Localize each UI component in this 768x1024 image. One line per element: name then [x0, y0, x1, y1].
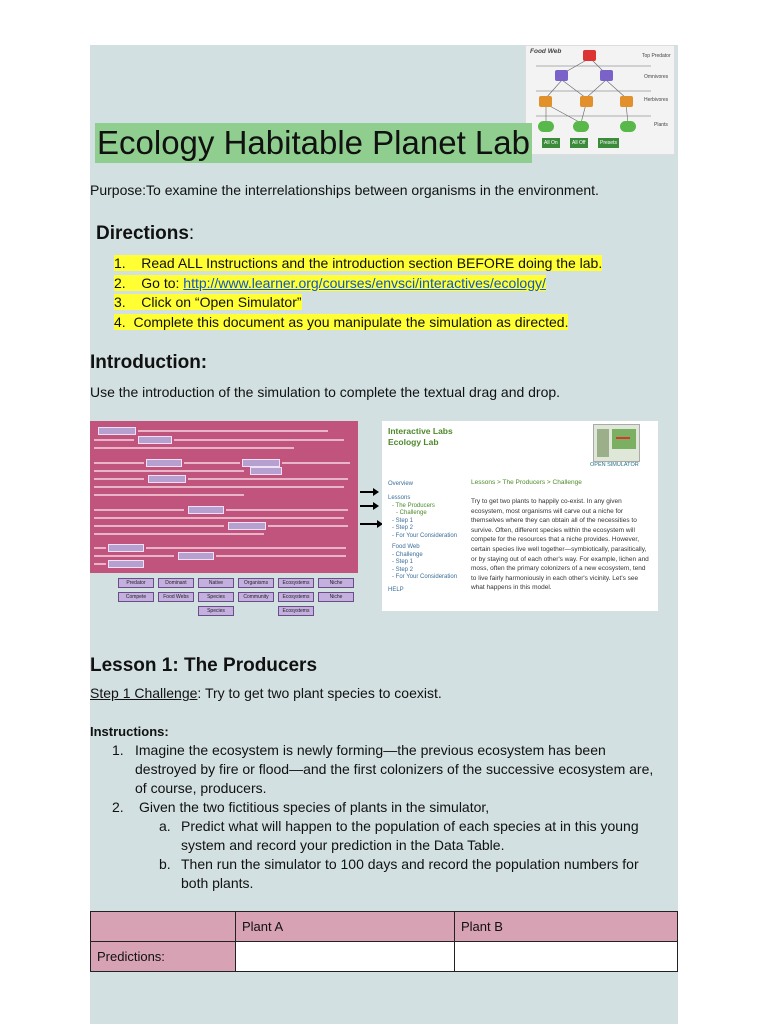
nav-item[interactable]: - For Your Consideration	[392, 574, 458, 580]
plant-node[interactable]	[573, 121, 589, 132]
nav-item[interactable]: Food Web	[392, 544, 420, 550]
page-title: Ecology Habitable Planet Lab	[97, 124, 530, 161]
direction-item: 1. Read ALL Instructions and the introduction section BEFORE doing the lab.	[114, 255, 603, 271]
table-header-plant-b: Plant B	[455, 912, 678, 942]
drag-drop-image	[90, 421, 358, 573]
word-chip[interactable]: Ecosystems	[278, 606, 314, 616]
word-chip[interactable]: Ecosystems	[278, 592, 314, 602]
drop-blank[interactable]	[188, 506, 224, 514]
open-simulator-link[interactable]: OPEN SIMULATOR	[590, 462, 639, 468]
document-page	[90, 45, 678, 1024]
word-chip[interactable]: Community	[238, 592, 274, 602]
level-label: Herbivores	[644, 97, 669, 103]
instruction-subitem: b. Then run the simulator to 100 days and record the population numbers for both plants.	[159, 856, 639, 891]
text-line	[94, 547, 106, 549]
nav-item[interactable]: - Challenge	[396, 510, 427, 516]
table-cell	[91, 912, 236, 942]
ecology-link[interactable]: http://www.learner.org/courses/envsci/interactives/ecology/	[183, 274, 546, 291]
herbivore-node[interactable]	[580, 96, 593, 107]
predictions-label: Predictions:	[91, 942, 236, 972]
text-line	[146, 547, 346, 549]
text-line	[94, 517, 344, 519]
word-chip[interactable]: Predator	[118, 578, 154, 588]
word-chip[interactable]: Species	[198, 606, 234, 616]
purpose-text: Purpose:To examine the interrelationships between organisms in the environment.	[90, 182, 599, 198]
text-line	[94, 555, 174, 557]
lab-body-text: Try to get two plants to happily co-exist. In any given ecosystem, most organisms will carve out a niche for themselves where they can obtain all of the necessities to survive. Often, different species within the ecosystem will compete for the resources that a niche provides. However, certain species live well together—symbiotically, parasitically, or by staying out of each other's way. For example, lichen and moss, often the primary colonizers of a new ecosystem, tend to live fairly harmoniously in each other's vicinity. Let's see what happens in this model.	[471, 498, 649, 592]
introduction-heading: Introduction:	[90, 352, 208, 373]
food-web-thumbnail	[525, 45, 675, 155]
text-line	[216, 555, 346, 557]
nav-item[interactable]: Overview	[388, 481, 414, 487]
text-line	[282, 462, 350, 464]
drop-blank[interactable]	[250, 467, 282, 475]
word-chip[interactable]: Organisms	[238, 578, 274, 588]
text-line	[94, 509, 184, 511]
text-line	[94, 470, 244, 472]
drop-blank[interactable]	[138, 436, 172, 444]
word-chip[interactable]: Compete	[118, 592, 154, 602]
herbivore-node[interactable]	[620, 96, 633, 107]
plant-node[interactable]	[620, 121, 636, 132]
drop-blank[interactable]	[146, 459, 182, 467]
text-line	[94, 478, 144, 480]
text-line	[188, 478, 348, 480]
drop-blank[interactable]	[98, 427, 136, 435]
nav-item[interactable]: HELP	[388, 587, 404, 593]
nav-item[interactable]: - Step 1	[392, 517, 414, 524]
word-chip[interactable]: Ecosystems	[278, 578, 314, 588]
nav-item[interactable]: Lessons	[388, 495, 411, 501]
step-challenge: Step 1 Challenge: Try to get two plant species to coexist.	[90, 685, 442, 701]
text-line	[94, 462, 144, 464]
word-chip[interactable]: Dominant	[158, 578, 194, 588]
level-label: Top Predator	[642, 53, 671, 59]
drop-blank[interactable]	[108, 560, 144, 568]
omnivore-node[interactable]	[555, 70, 568, 81]
lesson-heading: Lesson 1: The Producers	[90, 655, 318, 676]
instructions-list	[90, 741, 678, 893]
text-line	[184, 462, 240, 464]
directions-list	[114, 254, 602, 332]
plant-node[interactable]	[538, 121, 554, 132]
data-table	[90, 911, 678, 972]
direction-item: 4. Complete this document as you manipulate the simulation as directed.	[114, 313, 569, 330]
breadcrumb: Lessons > The Producers > Challenge	[471, 479, 582, 486]
instruction-subitem: a. Predict what will happen to the population of each species at in this young system and record your prediction in the Data Table.	[159, 818, 639, 853]
prediction-plant-b-cell[interactable]	[455, 942, 678, 972]
nav-item[interactable]: - The Producers	[392, 502, 435, 509]
text-line	[94, 563, 106, 565]
simulator-thumbnail[interactable]	[593, 424, 640, 462]
nav-item[interactable]: - For Your Consideration	[392, 532, 458, 539]
text-line	[94, 533, 264, 535]
word-chip[interactable]: Species	[198, 592, 234, 602]
level-label: Plants	[654, 122, 668, 128]
direction-item: 2. Go to: http://www.learner.org/courses/envsci/interactives/ecology/	[114, 274, 546, 291]
word-chip[interactable]: Niche	[318, 578, 354, 588]
level-label: Omnivores	[644, 74, 669, 80]
presets-button[interactable]: Presets	[600, 140, 617, 146]
nav-item[interactable]: - Step 1	[392, 559, 414, 565]
text-line	[226, 509, 348, 511]
text-line	[174, 439, 344, 441]
drop-blank[interactable]	[108, 544, 144, 552]
top-predator-node[interactable]	[583, 50, 596, 61]
nav-item[interactable]: - Step 2	[392, 525, 414, 531]
lab-title: Interactive Labs Ecology Lab	[388, 426, 453, 447]
food-web-title: Food Web	[530, 48, 562, 55]
instructions-heading: Instructions:	[90, 724, 169, 739]
arrow-icon	[360, 523, 378, 525]
text-line	[138, 430, 328, 432]
nav-item[interactable]: - Step 2	[392, 566, 414, 573]
text-line	[268, 525, 348, 527]
omnivore-node[interactable]	[600, 70, 613, 81]
directions-heading: Directions:	[96, 223, 195, 244]
text-line	[94, 525, 224, 527]
word-chip[interactable]: Food Webs	[158, 592, 194, 602]
instruction-item: 2. Given the two fictitious species of plants in the simulator,	[112, 799, 490, 815]
nav-item[interactable]: - Challenge	[392, 551, 423, 558]
drop-blank[interactable]	[178, 552, 214, 560]
direction-item: 3. Click on “Open Simulator”	[114, 294, 302, 310]
table-row	[91, 942, 678, 972]
introduction-text: Use the introduction of the simulation to complete the textual drag and drop.	[90, 384, 561, 400]
herbivore-node[interactable]	[539, 96, 552, 107]
instruction-item: 1. Imagine the ecosystem is newly forming—the previous ecosystem has been destroyed by fire or flood—and the first colonizers of the successive ecosystem are, of course, producers.	[112, 742, 654, 796]
arrow-icon	[360, 491, 374, 493]
word-chip[interactable]: Native	[198, 578, 234, 588]
drop-blank[interactable]	[228, 522, 266, 530]
arrow-icon	[360, 505, 374, 507]
interactive-lab-image	[382, 421, 658, 611]
prediction-plant-a-cell[interactable]	[236, 942, 455, 972]
text-line	[94, 486, 344, 488]
text-line	[94, 439, 134, 441]
table-header-plant-a: Plant A	[236, 912, 455, 942]
all-off-button[interactable]: All Off	[572, 140, 586, 146]
drop-blank[interactable]	[242, 459, 280, 467]
word-chip[interactable]: Niche	[318, 592, 354, 602]
text-line	[94, 494, 244, 496]
all-on-button[interactable]: All On	[544, 140, 558, 146]
drop-blank[interactable]	[148, 475, 186, 483]
text-line	[94, 447, 294, 449]
table-header-row	[91, 912, 678, 942]
